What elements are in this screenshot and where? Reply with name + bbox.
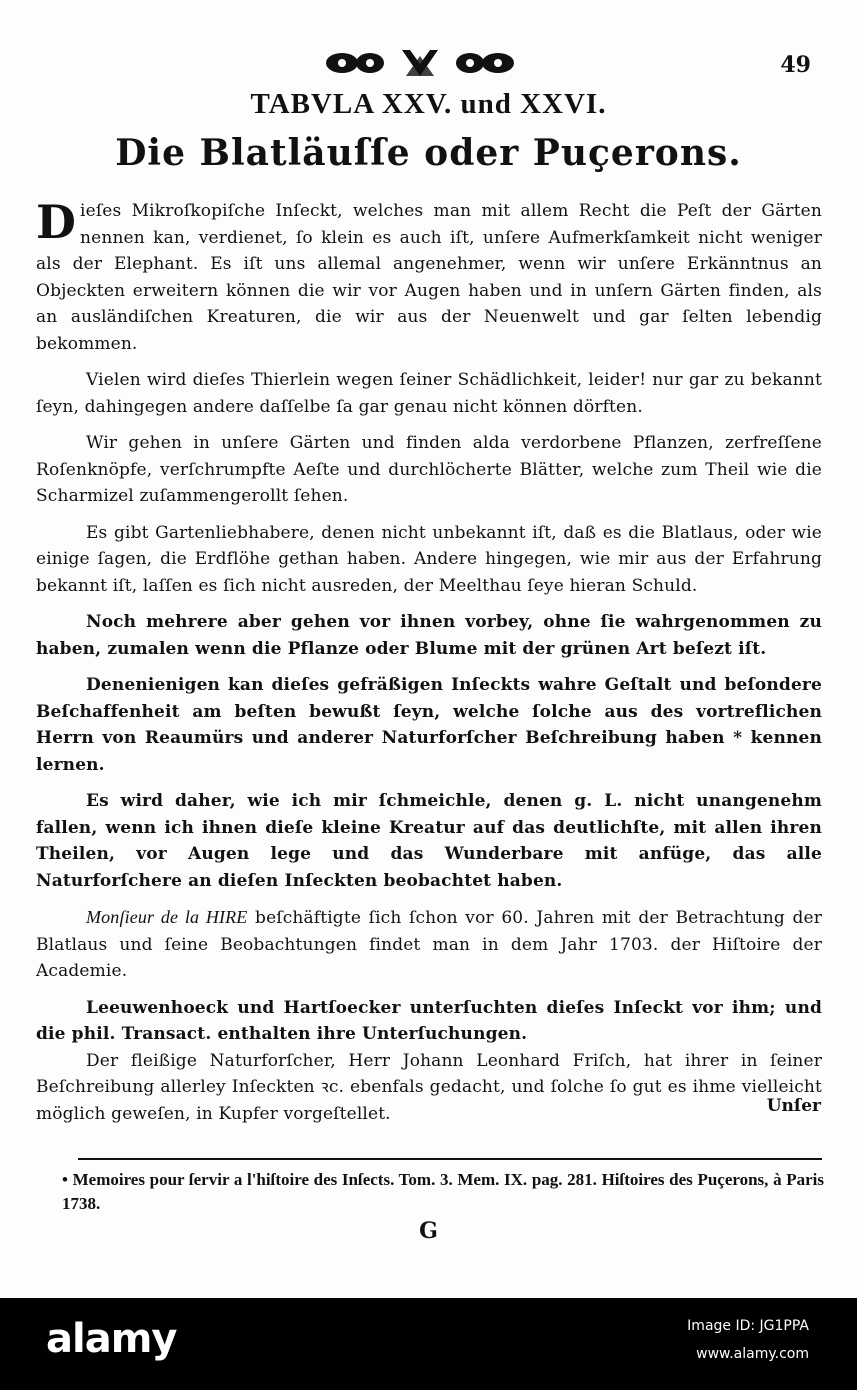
paragraph: Denenienigen kan dieſes gefräßigen Inſeckts wahre Geſtalt und beſondere Beſchaffenheit am beſten bewußt ſeyn, welche ſolche aus des vortreflichen Herrn von Reaumürs und anderer Naturforſcher Beſchreibung haben * kennen lernen. xyxy=(36,675,822,775)
printers-ornament xyxy=(320,44,520,82)
body-text xyxy=(36,195,822,1137)
paragraph-text: beſchäftigte ſich ſchon vor 60. Jahren mit der Betrachtung der Blatlaus und ſeine Beobachtungen findet man in dem Jahr 1703. der Hiſtoire der Academie. xyxy=(36,908,822,981)
paragraph xyxy=(36,904,822,985)
page-number: 49 xyxy=(780,52,811,78)
paragraph: Wir gehen in unſere Gärten und finden alda verdorbene Pflanzen, zerfreſſene Roſenknöpfe, verſchrumpfte Aeſte und durchlöcherte Blätter, welche zum Theil wie die Scharmizel zuſammengerollt ſehen. xyxy=(36,433,822,506)
footnote-divider xyxy=(78,1158,822,1160)
signature-mark: G xyxy=(419,1218,438,1244)
catchword: Unſer xyxy=(766,1096,821,1116)
plate-heading: TABVLA XXV. und XXVI. xyxy=(250,88,607,120)
page-title: Die Blatläuſſe oder Puçerons. xyxy=(115,132,742,174)
drop-cap: D xyxy=(36,195,77,249)
paragraph: Der fleißige Naturforſcher, Herr Johann Leonhard Friſch, hat ihrer in ſeiner Beſchreibung allerley Inſeckten ꝛc. ebenfals gedacht, und ſolche ſo gut es ihme vielleicht möglich geweſen, in Kupfer vorgeſtellet. xyxy=(36,1050,822,1124)
paragraph: Leeuwenhoeck und Hartſoecker unterſuchten dieſes Inſeckt vor ihm; und die phil. Transact. enthalten ihre Unterſuchungen. xyxy=(36,997,822,1044)
italic-name: Monſieur de la HIRE xyxy=(86,907,248,927)
paragraph: Es wird daher, wie ich mir ſchmeichle, denen g. L. nicht unangenehm fallen, wenn ich ihnen dieſe kleine Kreatur auf das deutlichſte, mit allen ihren Theilen, vor Augen lege und das Wunderbare mit anfüge, das alle Naturforſchere an dieſen Inſeckten beobachtet haben. xyxy=(36,791,822,891)
paragraph: Es gibt Gartenliebhabere, denen nicht unbekannt iſt, daß es die Blatlaus, oder wie einige ſagen, die Erdflöhe gethan haben. Andere hingegen, wie mir aus der Erfahrung bekannt iſt, laſſen es ſich nicht ausreden, der Meelthau ſeye hieran Schuld. xyxy=(36,522,822,596)
brand-logo[interactable]: alamy xyxy=(46,1316,177,1362)
paragraph: Vielen wird dieſes Thierlein wegen ſeiner Schädlichkeit, leider! nur gar zu bekannt ſeyn, dahingegen andere daſſelbe ſa gar genau nicht können dörften. xyxy=(36,370,822,417)
site-url-link[interactable]: www.alamy.com xyxy=(696,1346,809,1362)
paragraph: Noch mehrere aber gehen vor ihnen vorbey, ohne ſie wahrgenommen zu haben, zumalen wenn die Pflanze oder Blume mit der grünen Art beſezt iſt. xyxy=(36,612,822,659)
paragraph-text: ieſes Mikroſkopiſche Inſeckt, welches man mit allem Recht die Peſt der Gärten nennen kan, verdienet, ſo klein es auch iſt, unſere Aufmerkſamkeit nicht weniger als der Elephant. Es iſt uns allemal angenehmer, wenn wir unſere Erkänntnus an Objeckten erweitern können die wir vor Augen haben und in unſern Gärten finden, als an ausländiſchen Kreaturen, die wir aus der Neuenwelt und gar ſelten lebendig bekommen. xyxy=(36,201,822,354)
footnote: • Memoires pour ſervir a l'hiſtoire des Inſects. Tom. 3. Mem. IX. pag. 281. Hiſtoires des Puçerons, à Paris 1738. xyxy=(62,1170,824,1213)
image-id-label: Image ID: JG1PPA xyxy=(687,1318,809,1334)
paragraph xyxy=(36,195,822,357)
